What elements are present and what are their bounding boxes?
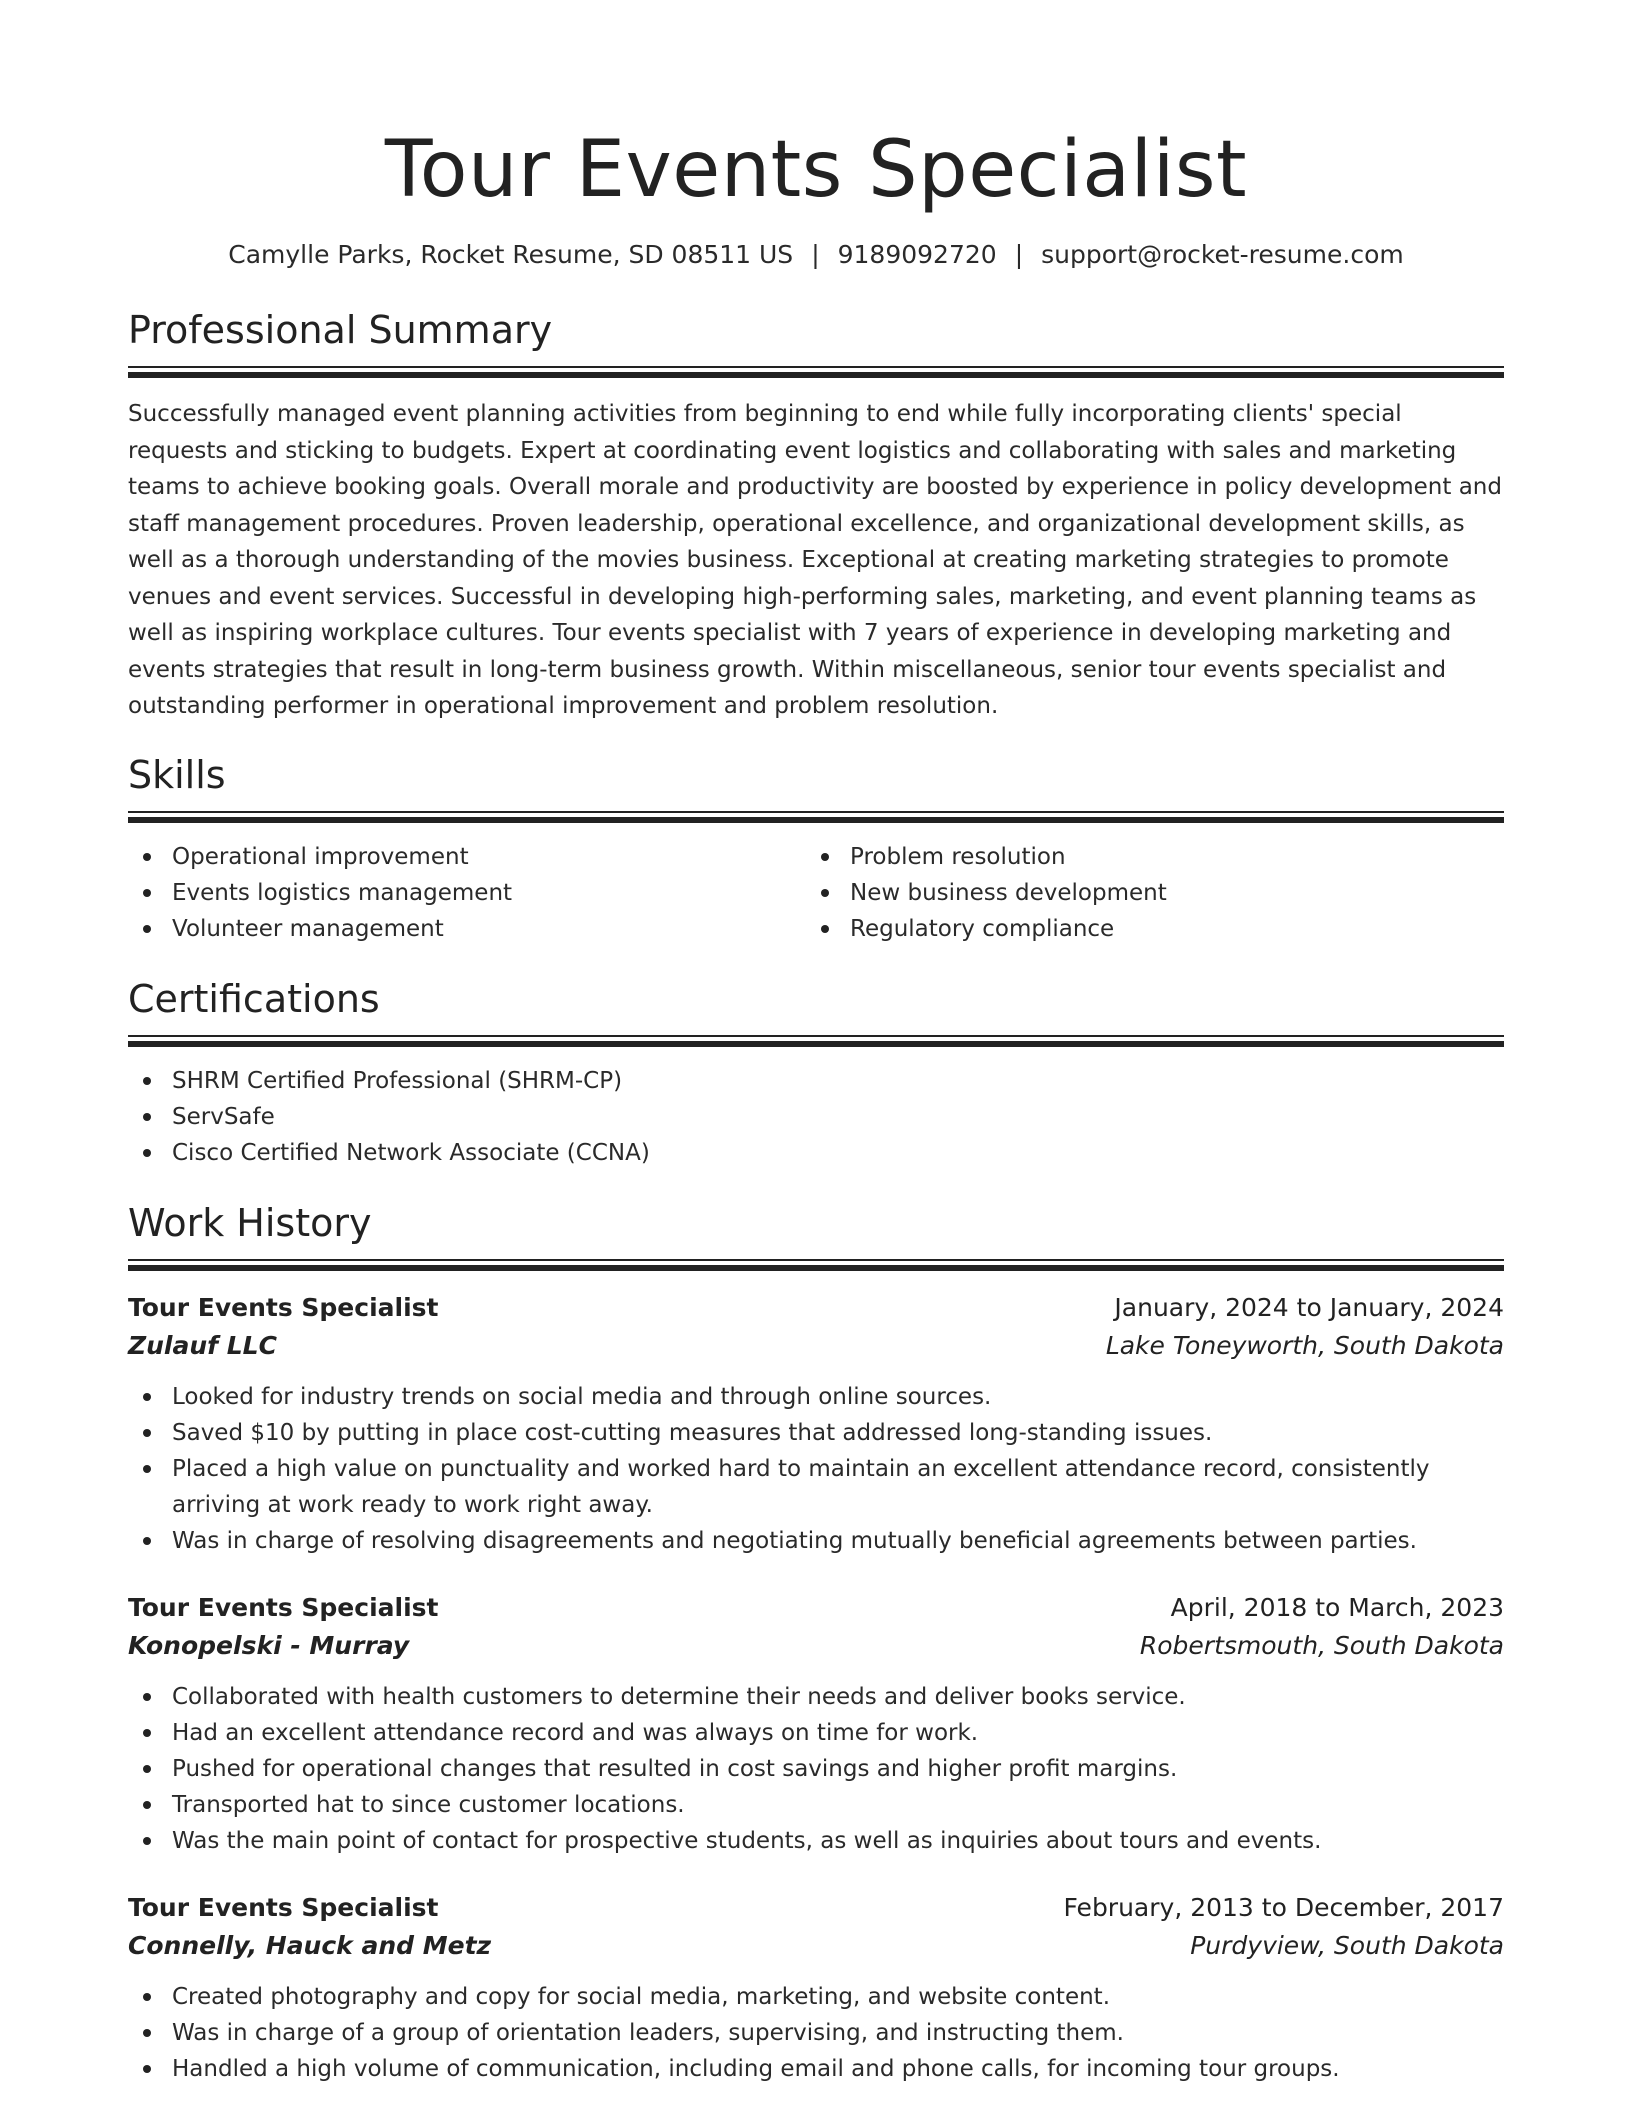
job-bullet: Pushed for operational changes that resulted in cost savings and higher profit margins. (128, 1751, 1504, 1787)
job-entry (128, 1589, 1504, 1859)
contact-address: Camylle Parks, Rocket Resume, SD 08511 US (228, 240, 794, 269)
job-bullets (128, 1679, 1504, 1859)
job-bullet: Collaborated with health customers to determine their needs and deliver books service. (128, 1679, 1504, 1715)
skills-list-right (806, 839, 1484, 947)
contact-separator: | (811, 240, 820, 269)
contact-phone: 9189092720 (837, 240, 997, 269)
section-title-certifications: Certifications (128, 976, 380, 1021)
job-location: Robertsmouth, South Dakota (1139, 1630, 1504, 1660)
job-bullet: Had an excellent attendance record and was always on time for work. (128, 1715, 1504, 1751)
skills-section (128, 751, 1504, 947)
job-location: Lake Toneyworth, South Dakota (1105, 1330, 1504, 1360)
section-title-summary: Professional Summary (128, 308, 553, 352)
section-divider (128, 1259, 1504, 1271)
job-bullet: Transported hat to since customer locations. (128, 1787, 1504, 1823)
skill-item: Volunteer management (128, 911, 806, 947)
job-title: Tour Events Specialist (128, 1592, 439, 1622)
skill-item: Regulatory compliance (806, 911, 1484, 947)
job-subheader-row (128, 1327, 1504, 1365)
certifications-list (128, 1063, 1504, 1171)
job-bullet: Handled a high volume of communication, including email and phone calls, for incoming tour groups. (128, 2051, 1504, 2087)
certifications-section (128, 975, 1504, 1171)
certification-item: Cisco Certified Network Associate (CCNA) (128, 1135, 1504, 1171)
job-bullets (128, 1979, 1504, 2087)
job-bullet: Placed a high value on punctuality and worked hard to maintain an excellent attendance record, consistently arriving at work ready to work right away. (128, 1451, 1504, 1523)
job-bullet: Was in charge of resolving disagreements and negotiating mutually beneficial agreements between parties. (128, 1523, 1504, 1559)
job-bullet: Created photography and copy for social media, marketing, and website content. (128, 1979, 1504, 2015)
job-bullets (128, 1379, 1504, 1559)
job-company: Connelly, Hauck and Metz (128, 1930, 492, 1960)
job-bullet: Looked for industry trends on social media and through online sources. (128, 1379, 1504, 1415)
section-divider (128, 366, 1504, 378)
skill-item: Operational improvement (128, 839, 806, 875)
job-bullet: Saved $10 by putting in place cost-cutting measures that addressed long-standing issues. (128, 1415, 1504, 1451)
job-header-row (128, 1589, 1504, 1627)
summary-section (128, 306, 1504, 725)
job-entry (128, 1889, 1504, 2087)
skills-grid (128, 839, 1504, 947)
job-header-row (128, 1889, 1504, 1927)
certification-item: ServSafe (128, 1099, 1504, 1135)
job-bullet: Was the main point of contact for prospective students, as well as inquiries about tours and events. (128, 1823, 1504, 1859)
skill-item: Events logistics management (128, 875, 806, 911)
job-dates: February, 2013 to December, 2017 (1063, 1892, 1504, 1922)
skill-item: Problem resolution (806, 839, 1484, 875)
section-divider (128, 1035, 1504, 1047)
job-company: Konopelski - Murray (128, 1630, 410, 1660)
summary-text: Successfully managed event planning activities from beginning to end while fully incorporating clients' special requests and sticking to budgets. Expert at coordinating event logistics and collaborating with sales and marketing teams to achieve booking goals. Overall morale and productivity are boosted by experience in policy development and staff management procedures. Proven leadership, operational excellence, and organizational development skills, as well as a thorough understanding of the movies business. Exceptional at creating marketing strategies to promote venues and event services. Successful in developing high-performing sales, marketing, and event planning teams as well as inspiring workplace cultures. Tour events specialist with 7 years of experience in developing marketing and events strategies that result in long-term business growth. Within miscellaneous, senior tour events specialist and outstanding performer in operational improvement and problem resolution. (128, 401, 1502, 719)
job-bullet: Was in charge of a group of orientation leaders, supervising, and instructing them. (128, 2015, 1504, 2051)
contact-line (128, 238, 1504, 272)
job-location: Purdyview, South Dakota (1190, 1930, 1504, 1960)
job-title: Tour Events Specialist (128, 1892, 439, 1922)
section-title-work-history: Work History (128, 1200, 372, 1245)
resume-title: Tour Events Specialist (384, 125, 1248, 215)
resume-page (128, 0, 1504, 2087)
job-dates: January, 2024 to January, 2024 (1114, 1292, 1504, 1322)
job-subheader-row (128, 1927, 1504, 1965)
skill-item: New business development (806, 875, 1484, 911)
contact-separator: | (1014, 240, 1024, 269)
section-title-skills: Skills (128, 752, 226, 797)
certification-item: SHRM Certified Professional (SHRM-CP) (128, 1063, 1504, 1099)
job-title: Tour Events Specialist (128, 1292, 439, 1322)
job-header-row (128, 1289, 1504, 1327)
work-history-section (128, 1199, 1504, 2087)
job-dates: April, 2018 to March, 2023 (1170, 1592, 1504, 1622)
job-company: Zulauf LLC (128, 1330, 277, 1360)
skills-list-left (128, 839, 806, 947)
section-divider (128, 811, 1504, 823)
job-subheader-row (128, 1627, 1504, 1665)
contact-email: support@rocket-resume.com (1041, 240, 1404, 269)
job-entry (128, 1289, 1504, 1559)
